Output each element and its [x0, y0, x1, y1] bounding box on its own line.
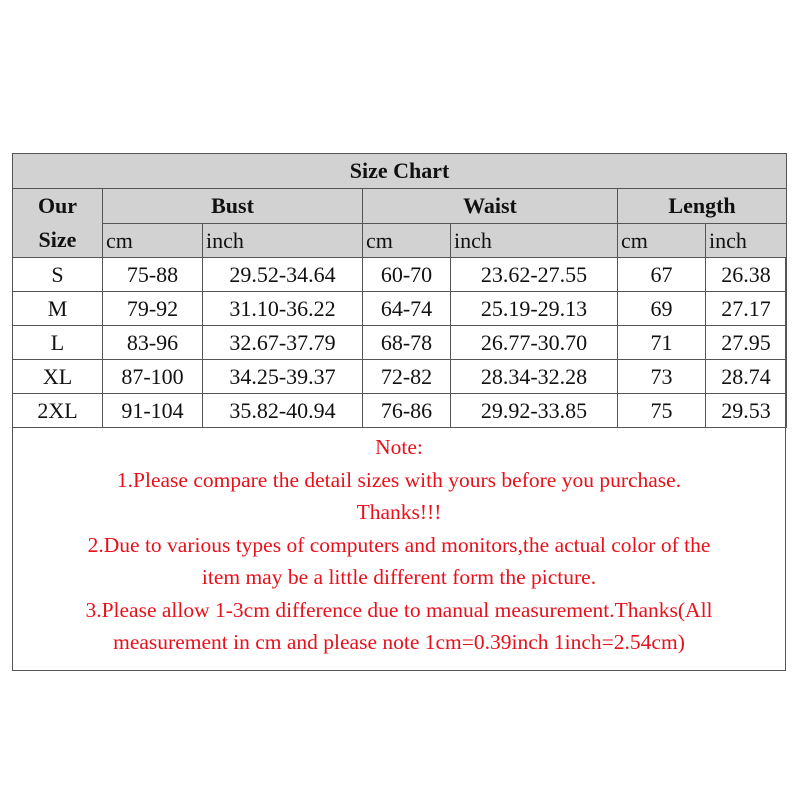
waist-header: Waist — [363, 189, 618, 224]
table-cell: 64-74 — [363, 292, 451, 326]
note-line: measurement in cm and please note 1cm=0.39inch 1inch=2.54cm) — [113, 630, 685, 654]
table-cell: 28.74 — [706, 360, 787, 394]
unit-label: inch — [706, 223, 787, 258]
size-cell: M — [13, 292, 103, 326]
table-cell: 69 — [618, 292, 706, 326]
table-cell: 27.17 — [706, 292, 787, 326]
table-cell: 83-96 — [103, 326, 203, 360]
table-cell: 73 — [618, 360, 706, 394]
table-cell: 79-92 — [103, 292, 203, 326]
table-cell: 87-100 — [103, 360, 203, 394]
our-size-line1: Our — [37, 193, 78, 218]
note-line: 1.Please compare the detail sizes with yours before you purchase. — [116, 467, 682, 492]
table-cell: 35.82-40.94 — [203, 394, 363, 428]
table-cell: 29.53 — [706, 394, 787, 428]
bust-header: Bust — [103, 189, 363, 224]
note-line: Thanks!!! — [356, 500, 442, 524]
table-cell: 34.25-39.37 — [203, 360, 363, 394]
table-cell: 60-70 — [363, 258, 451, 292]
table-cell: 26.38 — [706, 258, 787, 292]
table-cell: 76-86 — [363, 394, 451, 428]
unit-header-row — [13, 223, 787, 258]
note-line: 2.Due to various types of computers and monitors,the actual color of the — [87, 532, 711, 557]
size-cell: 2XL — [13, 394, 103, 428]
table-cell: 67 — [618, 258, 706, 292]
table-row — [13, 326, 787, 360]
table-row — [13, 258, 787, 292]
unit-label: cm — [103, 223, 203, 258]
table-cell: 27.95 — [706, 326, 787, 360]
table-cell: 75 — [618, 394, 706, 428]
table-cell: 29.92-33.85 — [451, 394, 618, 428]
our-size-header — [13, 189, 103, 258]
table-cell: 28.34-32.28 — [451, 360, 618, 394]
group-header-row — [13, 189, 787, 224]
table-cell: 32.67-37.79 — [203, 326, 363, 360]
chart-title: Size Chart — [13, 154, 787, 189]
table-cell: 29.52-34.64 — [203, 258, 363, 292]
table-cell: 68-78 — [363, 326, 451, 360]
note-line: item may be a little different form the picture. — [201, 565, 597, 589]
unit-label: inch — [203, 223, 363, 258]
size-cell: S — [13, 258, 103, 292]
size-chart-table — [12, 153, 787, 428]
table-row — [13, 360, 787, 394]
table-row — [13, 394, 787, 428]
table-row — [13, 292, 787, 326]
table-cell: 71 — [618, 326, 706, 360]
our-size-line2: Size — [38, 227, 77, 252]
note-heading: Note: — [375, 435, 423, 459]
table-cell: 75-88 — [103, 258, 203, 292]
note-section — [12, 431, 786, 659]
table-cell: 91-104 — [103, 394, 203, 428]
unit-label: cm — [618, 223, 706, 258]
table-cell: 23.62-27.55 — [451, 258, 618, 292]
table-cell: 72-82 — [363, 360, 451, 394]
unit-label: inch — [451, 223, 618, 258]
unit-label: cm — [363, 223, 451, 258]
table-cell: 25.19-29.13 — [451, 292, 618, 326]
table-cell: 31.10-36.22 — [203, 292, 363, 326]
size-cell: XL — [13, 360, 103, 394]
size-cell: L — [13, 326, 103, 360]
length-header: Length — [618, 189, 787, 224]
title-row — [13, 154, 787, 189]
note-line: 3.Please allow 1-3cm difference due to manual measurement.Thanks(All — [85, 597, 713, 622]
table-cell: 26.77-30.70 — [451, 326, 618, 360]
